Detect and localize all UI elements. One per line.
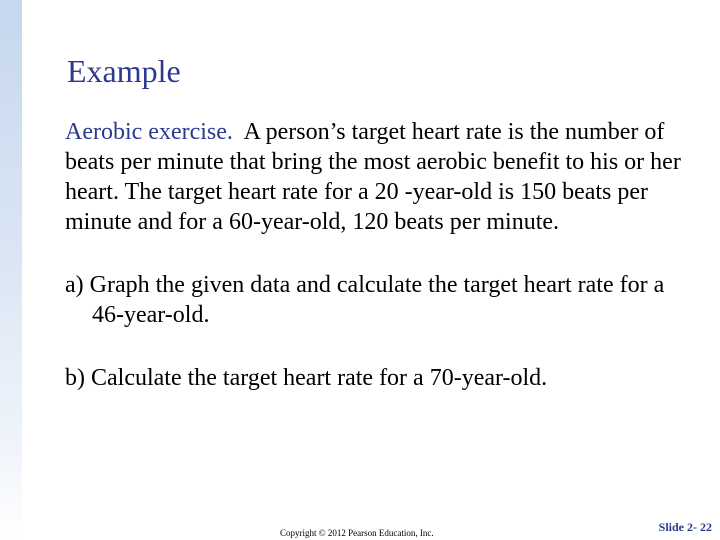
side-decoration-bar (0, 0, 22, 540)
question-a: a) Graph the given data and calculate the target heart rate for a 46-year-old. (65, 272, 665, 328)
question-b: b) Calculate the target heart rate for a 70-year-old. (65, 365, 548, 391)
slide-title: Example (67, 53, 181, 89)
copyright-notice: Copyright © 2012 Pearson Education, Inc. (280, 528, 434, 538)
slide-body (65, 117, 695, 393)
paragraph-lead: Aerobic exercise. (65, 119, 233, 145)
problem-paragraph (65, 117, 695, 237)
paragraph-text: A person’s target heart rate is the number of beats per minute that bring the most aerobic benefit to his or her heart. The target heart rate for a 20 -year-old is 150 beats per minute and for a 60-year-old, 120 beats per minute. (65, 119, 681, 235)
slide-number: Slide 2- 22 (658, 520, 712, 534)
